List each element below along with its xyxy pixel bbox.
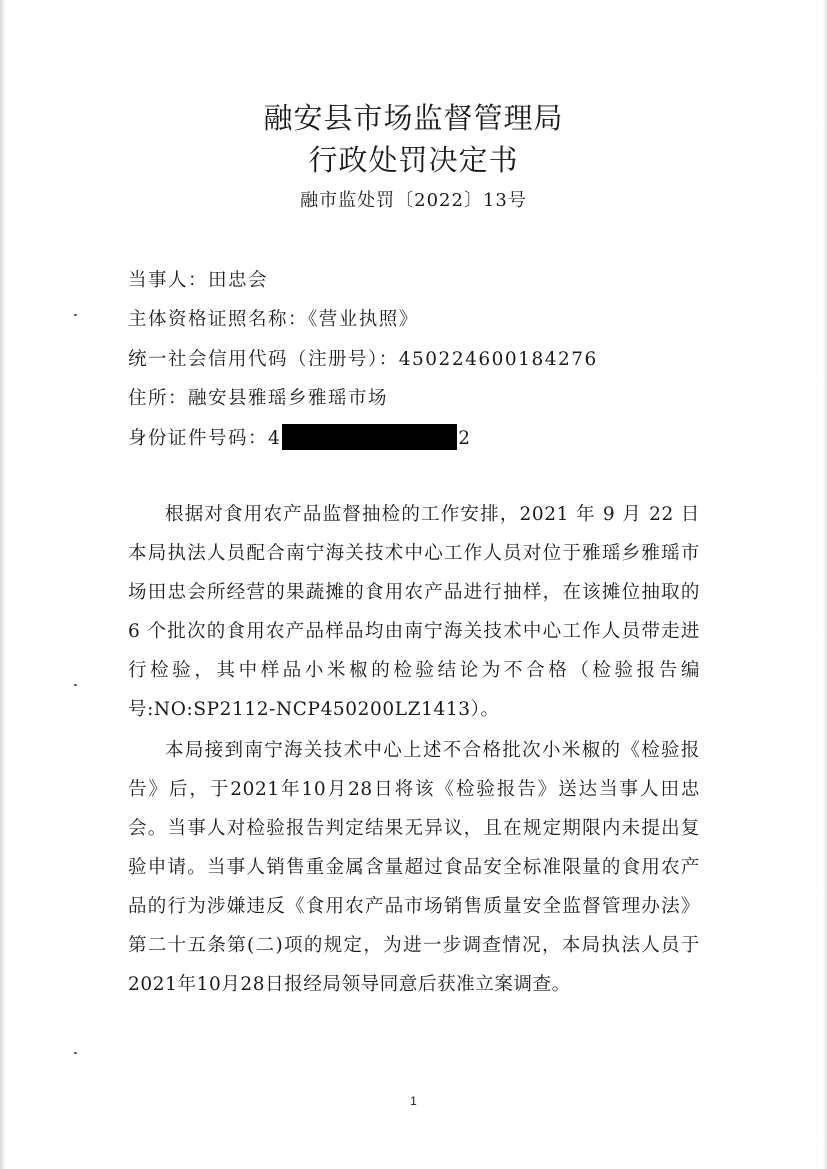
address-line: 住所：融安县雅瑶乡雅瑶市场 bbox=[128, 388, 389, 409]
page-number: 1 bbox=[410, 1094, 417, 1108]
id-number-label: 身份证件号码： bbox=[128, 428, 269, 449]
party-name-line: 当事人：田忠会 bbox=[128, 270, 269, 291]
document-type-title: 行政处罚决定书 bbox=[308, 143, 519, 177]
body-paragraph-1: 根据对食用农产品监督抽检的工作安排，2021 年 9 月 22 日本局执法人员配合南宁海关技术中心工作人员对位于雅瑶乡雅瑶市场田忠会所经营的果蔬摊的食用农产品进行抽样，在该摊位抽取的 6 个批次的食用农产品样品均由南宁海关技术中心工作人员带走进行检验，其中样品小米椒的检验结论为不合格（检验报告编号:NO:SP2112-NCP450200LZ1413）。 bbox=[128, 504, 700, 720]
id-number-prefix: 4 bbox=[268, 428, 282, 449]
credit-code-line: 统一社会信用代码（注册号）：450224600184276 bbox=[128, 349, 598, 370]
body-paragraph-2: 本局接到南宁海关技术中心上述不合格批次小米椒的《检验报告》后，于2021年10月28日将该《检验报告》送达当事人田忠会。当事人对检验报告判定结果无异议，且在规定期限内未提出复验申请。当事人销售重金属含量超过食品安全标准限量的食用农产品的行为涉嫌违反《食用农产品市场销售质量安全监督管理办法》第二十五条第(二)项的规定，为进一步调查情况，本局执法人员于2021年10月28日报经局领导同意后获准立案调查。 bbox=[128, 740, 700, 995]
license-name-line: 主体资格证照名称：《营业执照》 bbox=[128, 309, 419, 330]
scan-speck bbox=[74, 684, 77, 686]
scan-speck bbox=[74, 314, 77, 316]
id-number-line bbox=[128, 424, 472, 450]
organization-title: 融安县市场监督管理局 bbox=[263, 101, 564, 135]
redaction-block bbox=[282, 424, 457, 450]
id-number-suffix: 2 bbox=[458, 428, 472, 449]
scan-speck bbox=[74, 1052, 77, 1054]
document-number: 融市监处罚〔2022〕13号 bbox=[300, 190, 527, 211]
